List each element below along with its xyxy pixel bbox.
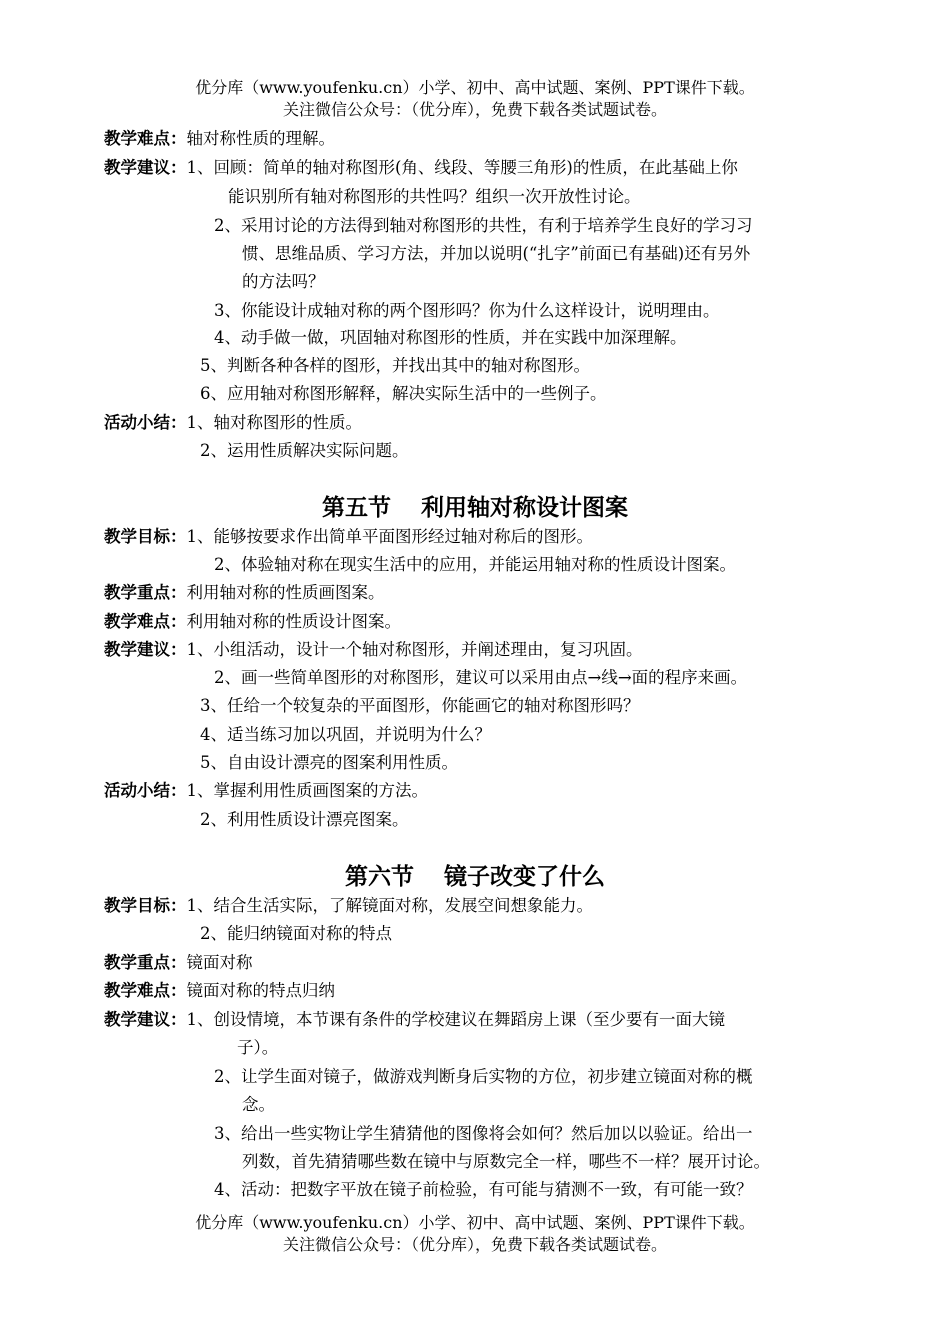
s6-advice-3b: 列数，首先猜猜哪些数在镜中与原数完全一样，哪些不一样？展开讨论。 (242, 1152, 770, 1171)
s5-key-row (104, 580, 385, 606)
s5-advice-row (104, 637, 643, 663)
s6-advice-1b: 子）。 (237, 1038, 279, 1057)
section-6-title (0, 862, 950, 892)
s4-advice-row (104, 155, 738, 181)
s5-advice-2: 2、画一些简单图形的对称图形，建议可以采用由点→线→面的程序来画。 (214, 668, 748, 687)
s4-advice-6: 6、应用轴对称图形解释，解决实际生活中的一些例子。 (200, 384, 607, 403)
s5-title-text: 利用轴对称设计图案 (421, 494, 628, 521)
s4-advice-1b: 能识别所有轴对称图形的共性吗？组织一次开放性讨论。 (228, 187, 641, 206)
footer-line-1: 优分库（www.youfenku.cn）小学、初中、高中试题、案例、PPT课件下载。 (195, 1213, 755, 1232)
s6-goal-2: 2、能归纳镜面对称的特点 (200, 924, 392, 943)
footer-line-2: 关注微信公众号：（优分库），免费下载各类试题试卷。 (282, 1235, 667, 1254)
s5-advice-4: 4、适当练习加以巩固，并说明为什么？ (200, 725, 491, 744)
s5-goal-1: 1、能够按要求作出简单平面图形经过轴对称后的图形。 (186, 527, 593, 546)
s6-difficulty: 镜面对称的特点归纳 (186, 981, 335, 1000)
s4-difficulty-row (104, 126, 335, 152)
s5-summary-2: 2、利用性质设计漂亮图案。 (200, 810, 409, 829)
s5-goal-2: 2、体验轴对称在现实生活中的应用，并能运用轴对称的性质设计图案。 (214, 555, 736, 574)
s5-goal-row (104, 524, 593, 550)
s4-summary-row (104, 410, 362, 436)
page-header (0, 77, 950, 121)
s5-difficulty: 利用轴对称的性质设计图案。 (186, 612, 401, 631)
s6-title-num: 第六节 (345, 863, 414, 890)
s6-advice-4: 4、活动：把数字平放在镜子前检验，有可能与猜测不一致，有可能一致？ (214, 1180, 753, 1199)
s5-advice-1: 1、小组活动，设计一个轴对称图形，并阐述理由，复习巩固。 (186, 640, 643, 659)
s5-advice-5: 5、自由设计漂亮的图案利用性质。 (200, 753, 458, 772)
s5-key-label: 教学重点： (104, 583, 187, 602)
s6-advice-row (104, 1007, 725, 1033)
s4-advice-3: 3、你能设计成轴对称的两个图形吗？你为什么这样设计，说明理由。 (214, 301, 720, 320)
s5-advice-3: 3、任给一个较复杂的平面图形，你能画它的轴对称图形吗？ (200, 696, 640, 715)
s6-goal-label: 教学目标： (104, 896, 187, 915)
s5-goal-label: 教学目标： (104, 527, 187, 546)
s4-summary-label: 活动小结： (104, 413, 187, 432)
s6-advice-2a: 2、让学生面对镜子，做游戏判断身后实物的方位，初步建立镜面对称的概 (214, 1067, 753, 1086)
s6-difficulty-row (104, 978, 335, 1004)
s5-key: 利用轴对称的性质画图案。 (186, 583, 385, 602)
s4-advice-1a: 1、回顾：简单的轴对称图形(角、线段、等腰三角形)的性质，在此基础上你 (186, 158, 738, 177)
s6-goal-row (104, 893, 593, 919)
s5-summary-row (104, 778, 428, 804)
s4-difficulty-label: 教学难点： (104, 129, 187, 148)
s5-difficulty-row (104, 609, 401, 635)
s4-advice-4: 4、动手做一做，巩固轴对称图形的性质，并在实践中加深理解。 (214, 328, 687, 347)
s6-key-label: 教学重点： (104, 953, 187, 972)
page-footer (0, 1212, 950, 1256)
s5-advice-label: 教学建议： (104, 640, 187, 659)
s4-advice-2c: 的方法吗？ (242, 272, 325, 291)
s6-advice-1a: 1、创设情境，本节课有条件的学校建议在舞蹈房上课（至少要有一面大镜 (186, 1010, 725, 1029)
s4-summary-1: 1、轴对称图形的性质。 (186, 413, 362, 432)
s6-goal-1: 1、结合生活实际，了解镜面对称，发展空间想象能力。 (186, 896, 593, 915)
s5-difficulty-label: 教学难点： (104, 612, 187, 631)
s6-advice-label: 教学建议： (104, 1010, 187, 1029)
s6-difficulty-label: 教学难点： (104, 981, 187, 1000)
s6-title-text: 镜子改变了什么 (444, 863, 605, 890)
s5-summary-1: 1、掌握利用性质画图案的方法。 (186, 781, 428, 800)
s4-advice-2b: 惯、思维品质、学习方法，并加以说明(“扎字”前面已有基础)还有另外 (242, 244, 751, 263)
header-line-2: 关注微信公众号：（优分库），免费下载各类试题试卷。 (282, 100, 667, 119)
s4-advice-5: 5、判断各种各样的图形，并找出其中的轴对称图形。 (200, 356, 590, 375)
s4-summary-2: 2、运用性质解决实际问题。 (200, 441, 409, 460)
s6-advice-3a: 3、给出一些实物让学生猜猜他的图像将会如何？然后加以以验证。给出一 (214, 1124, 753, 1143)
s5-title-num: 第五节 (322, 494, 391, 521)
s4-advice-label: 教学建议： (104, 158, 187, 177)
s6-key-row (104, 950, 253, 976)
section-5-title (0, 493, 950, 523)
s6-advice-2b: 念。 (242, 1095, 275, 1114)
header-line-1: 优分库（www.youfenku.cn）小学、初中、高中试题、案例、PPT课件下载。 (195, 78, 755, 97)
s5-summary-label: 活动小结： (104, 781, 187, 800)
s6-key: 镜面对称 (186, 953, 253, 972)
s4-advice-2a: 2、采用讨论的方法得到轴对称图形的共性，有利于培养学生良好的学习习 (214, 216, 753, 235)
s4-difficulty: 轴对称性质的理解。 (186, 129, 335, 148)
